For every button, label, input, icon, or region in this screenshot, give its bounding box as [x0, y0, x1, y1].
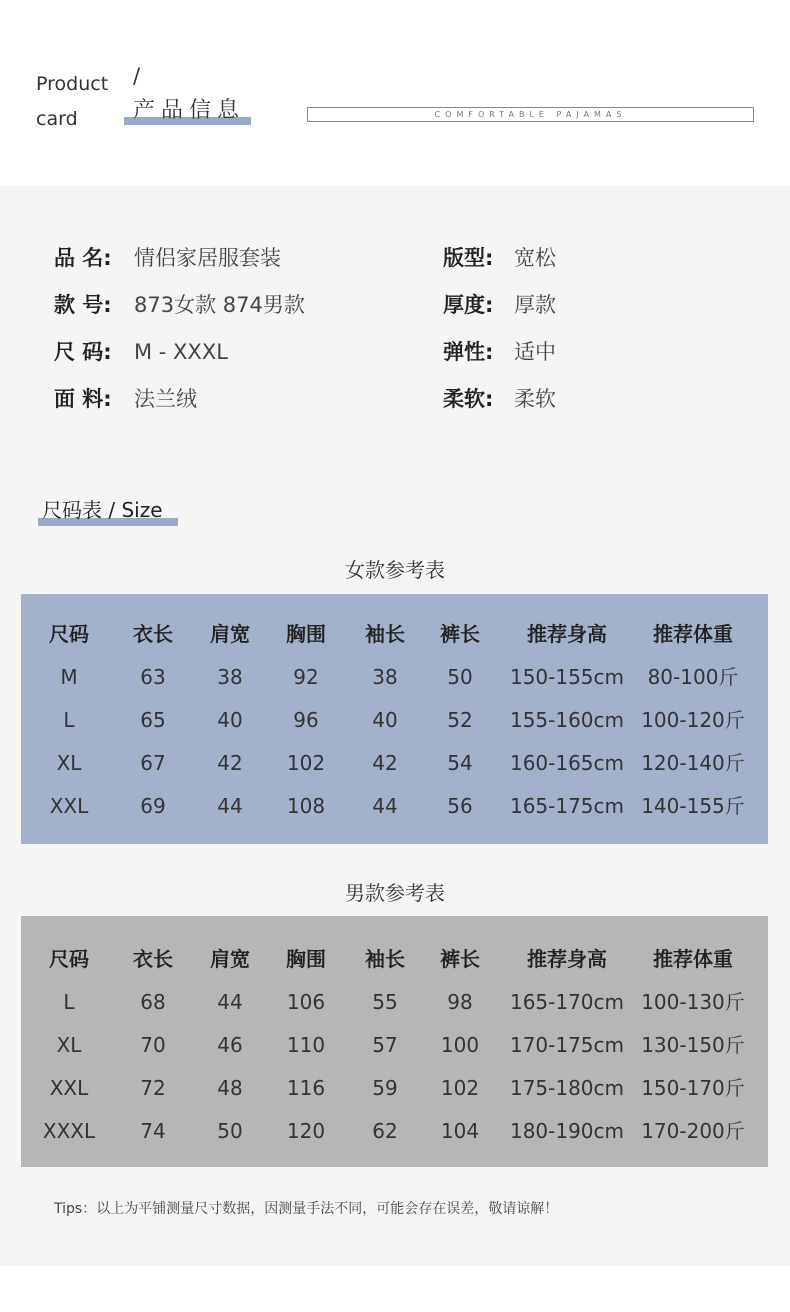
header-slash: /	[133, 64, 141, 88]
table-row	[21, 662, 768, 692]
table-cell: 38	[217, 665, 243, 689]
table-cell: 80-100斤	[647, 665, 739, 689]
table-header-cell: 推荐体重	[653, 622, 733, 646]
table-header-cell: 裤长	[440, 622, 480, 646]
table-row	[21, 987, 768, 1017]
table-cell: 44	[217, 794, 243, 818]
table-cell: 56	[447, 794, 473, 818]
men-table-caption: 男款参考表	[345, 881, 445, 905]
table-cell: 175-180cm	[509, 1076, 625, 1100]
tips-note: Tips：以上为平铺测量尺寸数据，因测量手法不同，可能会存在误差，敬请谅解！	[54, 1201, 559, 1217]
table-row	[21, 791, 768, 821]
table-cell: 44	[217, 990, 243, 1014]
info-key: 面 料:	[54, 387, 112, 411]
table-cell: L	[63, 990, 75, 1014]
table-cell: L	[63, 708, 75, 732]
table-header-cell: 胸围	[286, 622, 326, 646]
info-key: 款 号:	[54, 293, 112, 317]
size-section-title-block	[38, 496, 178, 526]
table-row	[21, 1116, 768, 1146]
table-cell: 130-150斤	[641, 1033, 745, 1057]
table-header-cell: 推荐身高	[527, 947, 607, 971]
table-header-cell: 肩宽	[210, 947, 250, 971]
table-cell: 70	[140, 1033, 166, 1057]
table-cell: 68	[140, 990, 166, 1014]
info-value: 适中	[514, 340, 556, 364]
table-cell: 170-200斤	[641, 1119, 745, 1143]
table-row	[21, 748, 768, 778]
table-cell: 150-170斤	[641, 1076, 745, 1100]
table-cell: 100	[440, 1033, 480, 1057]
table-cell: 180-190cm	[509, 1119, 625, 1143]
table-cell: XL	[56, 751, 82, 775]
header-tagline-box: COMFORTABLE PAJAMAS	[307, 107, 754, 122]
header-title-en-line1: Product	[36, 73, 109, 95]
info-key: 品 名:	[54, 246, 112, 270]
table-cell: 57	[372, 1033, 398, 1057]
info-key: 弹性:	[443, 340, 494, 364]
table-cell: 40	[372, 708, 398, 732]
table-cell: 67	[140, 751, 166, 775]
table-header-cell: 衣长	[133, 947, 173, 971]
table-cell: 50	[447, 665, 473, 689]
table-cell: XXXL	[42, 1119, 96, 1143]
women-size-table	[21, 594, 768, 844]
table-cell: 42	[372, 751, 398, 775]
table-cell: 170-175cm	[509, 1033, 625, 1057]
info-key: 尺 码:	[54, 340, 112, 364]
info-value: 宽松	[514, 246, 556, 270]
table-cell: 110	[286, 1033, 326, 1057]
table-cell: 55	[372, 990, 398, 1014]
table-header-row	[21, 619, 768, 649]
info-key: 柔软:	[443, 387, 494, 411]
header-title-cn-block	[124, 95, 251, 125]
table-header-cell: 肩宽	[210, 622, 250, 646]
table-cell: 52	[447, 708, 473, 732]
table-cell: 50	[217, 1119, 243, 1143]
table-header-cell: 尺码	[49, 622, 89, 646]
table-cell: 108	[286, 794, 326, 818]
info-value: 情侣家居服套装	[134, 246, 281, 270]
table-header-cell: 袖长	[365, 622, 405, 646]
info-value: 法兰绒	[134, 387, 197, 411]
table-header-cell: 裤长	[440, 947, 480, 971]
table-row	[21, 705, 768, 735]
table-cell: XL	[56, 1033, 82, 1057]
info-key: 厚度:	[443, 293, 494, 317]
men-size-table	[21, 916, 768, 1167]
table-cell: 140-155斤	[641, 794, 745, 818]
table-cell: 100-120斤	[641, 708, 745, 732]
table-header-cell: 推荐体重	[653, 947, 733, 971]
table-row	[21, 1073, 768, 1103]
table-cell: 155-160cm	[509, 708, 625, 732]
header-title-en	[36, 67, 108, 137]
info-value: 柔软	[514, 387, 556, 411]
table-header-cell: 袖长	[365, 947, 405, 971]
table-cell: XXL	[49, 794, 89, 818]
table-cell: 72	[140, 1076, 166, 1100]
table-cell: 63	[140, 665, 166, 689]
table-cell: 69	[140, 794, 166, 818]
info-key: 版型:	[443, 246, 494, 270]
table-header-cell: 衣长	[133, 622, 173, 646]
table-cell: 106	[286, 990, 326, 1014]
table-cell: 150-155cm	[509, 665, 625, 689]
info-value: 873女款 874男款	[134, 293, 305, 317]
table-cell: XXL	[49, 1076, 89, 1100]
table-cell: 62	[372, 1119, 398, 1143]
table-header-cell: 推荐身高	[527, 622, 607, 646]
table-cell: 38	[372, 665, 398, 689]
table-cell: 40	[217, 708, 243, 732]
table-cell: 42	[217, 751, 243, 775]
page-header	[0, 0, 790, 186]
table-header-cell: 尺码	[49, 947, 89, 971]
table-cell: 44	[372, 794, 398, 818]
table-cell: 102	[440, 1076, 480, 1100]
size-section-title: 尺码表 / Size	[42, 498, 163, 522]
info-value: M - XXXL	[134, 340, 228, 364]
table-row	[21, 1030, 768, 1060]
table-cell: 48	[217, 1076, 243, 1100]
table-cell: 96	[293, 708, 319, 732]
table-header-row	[21, 944, 768, 974]
table-cell: M	[60, 665, 78, 689]
table-cell: 100-130斤	[641, 990, 745, 1014]
table-cell: 160-165cm	[509, 751, 625, 775]
table-cell: 74	[140, 1119, 166, 1143]
table-cell: 54	[447, 751, 473, 775]
women-table-caption: 女款参考表	[345, 558, 445, 582]
table-cell: 165-170cm	[509, 990, 625, 1014]
table-cell: 104	[440, 1119, 480, 1143]
header-title-en-line2: card	[36, 108, 78, 130]
table-cell: 120	[286, 1119, 326, 1143]
table-cell: 165-175cm	[509, 794, 625, 818]
table-cell: 59	[372, 1076, 398, 1100]
table-header-cell: 胸围	[286, 947, 326, 971]
table-cell: 46	[217, 1033, 243, 1057]
product-info-section	[0, 186, 790, 1266]
info-value: 厚款	[514, 293, 556, 317]
table-cell: 65	[140, 708, 166, 732]
table-cell: 120-140斤	[641, 751, 745, 775]
table-cell: 102	[286, 751, 326, 775]
table-cell: 116	[286, 1076, 326, 1100]
table-cell: 98	[447, 990, 473, 1014]
table-cell: 92	[293, 665, 319, 689]
header-title-cn: 产品信息	[133, 98, 246, 123]
